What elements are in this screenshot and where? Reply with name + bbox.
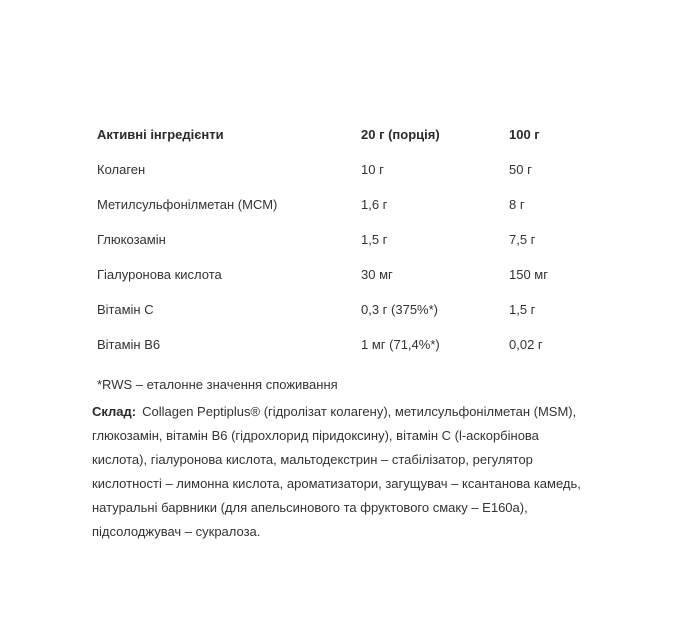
- table-header-row: [92, 118, 589, 153]
- amount-100g: 50 г: [509, 162, 532, 177]
- amount-100g: 8 г: [509, 197, 525, 212]
- table-row: [92, 188, 589, 223]
- composition-label: Склад:: [92, 404, 137, 419]
- amount-100g: 1,5 г: [509, 302, 536, 317]
- ingredients-table: [92, 118, 589, 363]
- table-row: [92, 293, 589, 328]
- composition-text: Collagen Peptiplus® (гідролізат колагену), метилсульфонілметан (MSM), глюкозамін, вітамін В6 (гідрохлорид піридоксину), вітамін С (l-аскорбінова кислота), гіалуронова кислота, мальтодекстрин – стабілізатор, регулятор кислотності – лимонна кислота, ароматизатори, загущувач – ксантанова камедь, натуральні барвники (для апельсинового та фруктового смаку – Е160а), підсолоджувач – сукралоза.: [92, 404, 581, 539]
- portion-amount: 1,6 г: [361, 197, 388, 212]
- ingredient-name: Вітамін В6: [97, 337, 161, 352]
- ingredient-name: Вітамін С: [97, 302, 154, 317]
- header-ingredients: Активні інгредієнти: [97, 127, 224, 142]
- ingredient-name: Метилсульфонілметан (МСМ): [97, 197, 278, 212]
- rws-footnote: *RWS – еталонне значення споживання: [97, 377, 338, 392]
- header-100g: 100 г: [509, 127, 540, 142]
- ingredient-name: Колаген: [97, 162, 146, 177]
- table-row: [92, 223, 589, 258]
- table-row: [92, 328, 589, 363]
- ingredient-name: Глюкозамін: [97, 232, 166, 247]
- ingredient-name: Гіалуронова кислота: [97, 267, 222, 282]
- amount-100g: 7,5 г: [509, 232, 536, 247]
- portion-amount: 1,5 г: [361, 232, 388, 247]
- table-row: [92, 153, 589, 188]
- composition-paragraph: [92, 400, 582, 544]
- header-portion: 20 г (порція): [361, 127, 440, 142]
- portion-amount: 1 мг (71,4%*): [361, 337, 440, 352]
- portion-amount: 0,3 г (375%*): [361, 302, 439, 317]
- table-row: [92, 258, 589, 293]
- amount-100g: 150 мг: [509, 267, 548, 282]
- amount-100g: 0,02 г: [509, 337, 543, 352]
- ingredients-section: [92, 118, 592, 544]
- portion-amount: 10 г: [361, 162, 384, 177]
- portion-amount: 30 мг: [361, 267, 393, 282]
